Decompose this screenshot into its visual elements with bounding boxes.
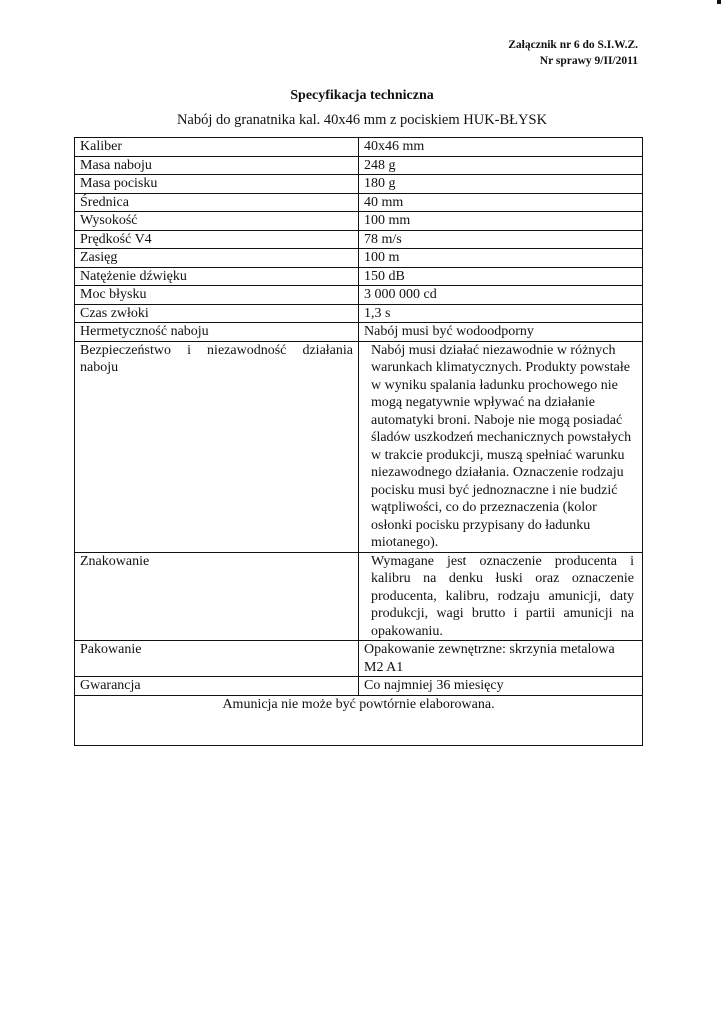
table-row	[75, 286, 643, 305]
case-number: Nr sprawy 9/II/2011	[539, 55, 638, 67]
row-value: 100 m	[359, 249, 643, 268]
row-value: 78 m/s	[359, 230, 643, 249]
specification-table	[74, 137, 643, 746]
row-label: Wysokość	[75, 212, 359, 231]
table-row	[75, 230, 643, 249]
row-value: 1,3 s	[359, 304, 643, 323]
row-value: Opakowanie zewnętrzne: skrzynia metalowa M2 A1	[359, 641, 643, 677]
table-row	[75, 138, 643, 157]
table-row	[75, 193, 643, 212]
attachment-header	[508, 37, 638, 69]
row-value: 3 000 000 cd	[359, 286, 643, 305]
page-subtitle: Nabój do granatnika kal. 40x46 mm z pociskiem HUK-BŁYSK	[176, 112, 548, 128]
row-value: 40 mm	[359, 193, 643, 212]
row-value: Nabój musi być wodoodporny	[359, 323, 643, 342]
row-label: Masa pocisku	[75, 175, 359, 194]
table-note-row	[75, 695, 643, 745]
row-label: Natężenie dźwięku	[75, 267, 359, 286]
attachment-number: Załącznik nr 6 do S.I.W.Z.	[508, 39, 638, 51]
row-label: Kaliber	[75, 138, 359, 157]
table-row	[75, 175, 643, 194]
table-row	[75, 156, 643, 175]
table-row	[75, 249, 643, 268]
table-row	[75, 677, 643, 696]
row-label: Moc błysku	[75, 286, 359, 305]
row-label: Zasięg	[75, 249, 359, 268]
row-value: 100 mm	[359, 212, 643, 231]
row-label: Gwarancja	[75, 677, 359, 696]
row-value: Co najmniej 36 miesięcy	[359, 677, 643, 696]
row-label: Pakowanie	[75, 641, 359, 677]
page-title: Specyfikacja techniczna	[290, 88, 434, 103]
row-value: Wymagane jest oznaczenie producenta i kalibru na denku łuski oraz oznaczenie producenta, kalibru, rodzaju amunicji, daty produkcji, wagi brutto i partii amunicji na opakowaniu.	[359, 552, 643, 641]
row-label: Średnica	[75, 193, 359, 212]
row-label: Bezpieczeństwo i niezawodność działania naboju	[75, 341, 359, 552]
row-value: 180 g	[359, 175, 643, 194]
scan-mark	[717, 0, 721, 4]
row-value: Nabój musi działać niezawodnie w różnych warunkach klimatycznych. Produkty powstałe w wyniku spalania ładunku prochowego nie mogą negatywnie wpływać na działanie automatyki broni. Naboje nie mogą posiadać śladów uszkodzeń mechanicznych powstałych w trakcie produkcji, muszą spełniać warunku niezawodnego działania. Oznaczenie rodzaju pocisku musi być jednoznaczne i nie budzić wątpliwości, co do przeznaczenia (kolor osłonki pocisku przypisany do ładunku miotanego).	[359, 341, 643, 552]
row-value: 150 dB	[359, 267, 643, 286]
row-label: Masa naboju	[75, 156, 359, 175]
row-label: Znakowanie	[75, 552, 359, 641]
row-label: Hermetyczność naboju	[75, 323, 359, 342]
table-row	[75, 323, 643, 342]
row-label: Czas zwłoki	[75, 304, 359, 323]
table-row	[75, 641, 643, 677]
table-row	[75, 212, 643, 231]
table-row	[75, 267, 643, 286]
table-row	[75, 552, 643, 641]
row-value: 40x46 mm	[359, 138, 643, 157]
row-label: Prędkość V4	[75, 230, 359, 249]
table-note: Amunicja nie może być powtórnie elaborowana.	[75, 695, 643, 745]
table-row	[75, 341, 643, 552]
table-row	[75, 304, 643, 323]
row-value: 248 g	[359, 156, 643, 175]
